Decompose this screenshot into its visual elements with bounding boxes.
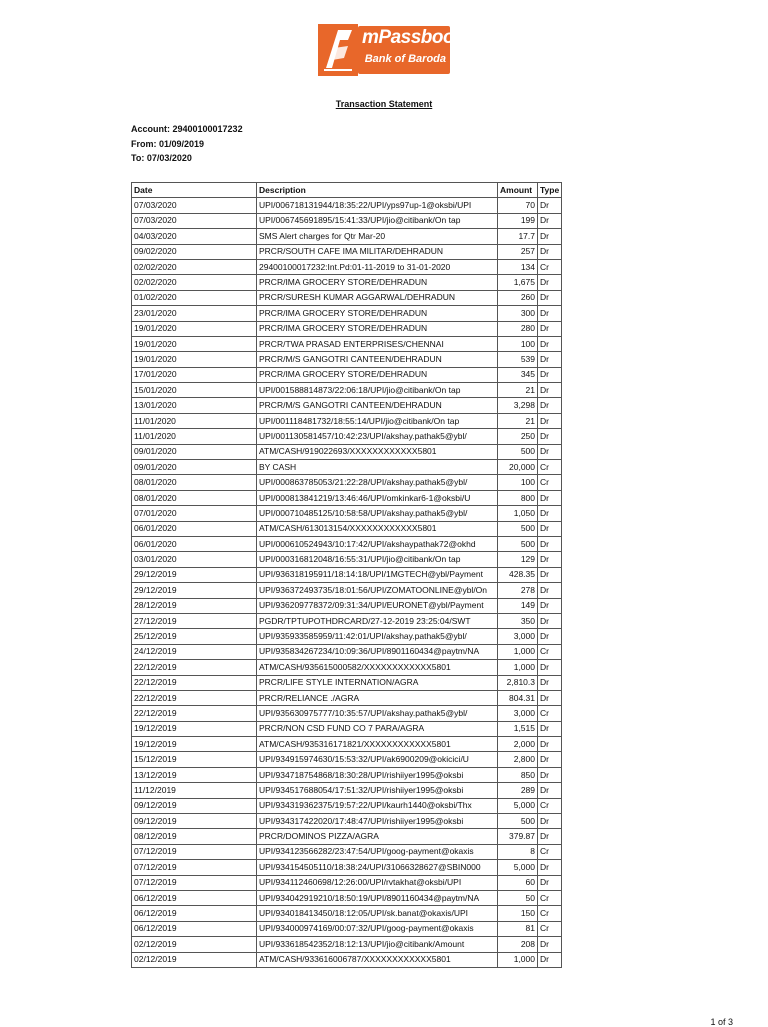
- cell-amount: 134: [498, 259, 538, 274]
- cell-type: Dr: [538, 583, 562, 598]
- bank-of-baroda-logo-icon: [318, 24, 358, 76]
- cell-description: UPI/935630975777/10:35:57/UPI/akshay.pathak5@ybl/: [257, 706, 498, 721]
- cell-description: PRCR/RELIANCE ./AGRA: [257, 690, 498, 705]
- cell-description: ATM/CASH/613013154/XXXXXXXXXXXX5801: [257, 521, 498, 536]
- cell-amount: 2,810.3: [498, 675, 538, 690]
- table-row: [132, 506, 562, 521]
- cell-amount: 21: [498, 383, 538, 398]
- table-row: [132, 844, 562, 859]
- cell-amount: 350: [498, 613, 538, 628]
- cell-type: Dr: [538, 198, 562, 213]
- column-header-type: Type: [538, 183, 562, 198]
- table-row: [132, 352, 562, 367]
- cell-amount: 20,000: [498, 460, 538, 475]
- table-row: [132, 814, 562, 829]
- cell-date: 11/12/2019: [132, 783, 257, 798]
- cell-type: Dr: [538, 506, 562, 521]
- table-row: [132, 675, 562, 690]
- table-row: [132, 521, 562, 536]
- cell-date: 09/01/2020: [132, 444, 257, 459]
- table-row: [132, 552, 562, 567]
- cell-description: UPI/934123566282/23:47:54/UPI/goog-payment@okaxis: [257, 844, 498, 859]
- cell-amount: 804.31: [498, 690, 538, 705]
- cell-description: UPI/936209778372/09:31:34/UPI/EURONET@ybl/Payment: [257, 598, 498, 613]
- table-row: [132, 429, 562, 444]
- cell-amount: 1,000: [498, 644, 538, 659]
- cell-description: PRCR/SURESH KUMAR AGGARWAL/DEHRADUN: [257, 290, 498, 305]
- cell-amount: 2,000: [498, 737, 538, 752]
- cell-type: Dr: [538, 567, 562, 582]
- cell-date: 13/01/2020: [132, 398, 257, 413]
- cell-type: Dr: [538, 767, 562, 782]
- cell-amount: 500: [498, 536, 538, 551]
- table-row: [132, 767, 562, 782]
- cell-description: UPI/934154505110/18:38:24/UPI/31066328627@SBIN000: [257, 860, 498, 875]
- cell-type: Dr: [538, 398, 562, 413]
- cell-date: 25/12/2019: [132, 629, 257, 644]
- table-row: [132, 798, 562, 813]
- cell-date: 15/12/2019: [132, 752, 257, 767]
- cell-type: Dr: [538, 737, 562, 752]
- cell-amount: 3,298: [498, 398, 538, 413]
- cell-date: 02/02/2020: [132, 275, 257, 290]
- transaction-table: [131, 182, 562, 968]
- cell-amount: 8: [498, 844, 538, 859]
- cell-type: Dr: [538, 336, 562, 351]
- table-row: [132, 952, 562, 967]
- cell-date: 19/01/2020: [132, 352, 257, 367]
- cell-amount: 379.87: [498, 829, 538, 844]
- table-row: [132, 706, 562, 721]
- table-row: [132, 306, 562, 321]
- cell-date: 22/12/2019: [132, 675, 257, 690]
- cell-date: 09/02/2020: [132, 244, 257, 259]
- cell-amount: 5,000: [498, 798, 538, 813]
- table-row: [132, 783, 562, 798]
- cell-description: ATM/CASH/933616006787/XXXXXXXXXXXX5801: [257, 952, 498, 967]
- statement-title: Transaction Statement: [335, 99, 433, 109]
- cell-description: UPI/933618542352/18:12:13/UPI/jio@citibank/Amount: [257, 937, 498, 952]
- cell-date: 06/12/2019: [132, 921, 257, 936]
- table-row: [132, 367, 562, 382]
- cell-description: PRCR/IMA GROCERY STORE/DEHRADUN: [257, 367, 498, 382]
- cell-date: 07/12/2019: [132, 860, 257, 875]
- cell-description: UPI/000610524943/10:17:42/UPI/akshaypathak72@okhd: [257, 536, 498, 551]
- cell-type: Dr: [538, 367, 562, 382]
- bank-name: Bank of Baroda: [364, 53, 446, 65]
- table-row: [132, 383, 562, 398]
- cell-description: PRCR/TWA PRASAD ENTERPRISES/CHENNAI: [257, 336, 498, 351]
- account-number: Account: 29400100017232: [131, 124, 243, 134]
- cell-amount: 21: [498, 413, 538, 428]
- table-row: [132, 290, 562, 305]
- account-info: [131, 122, 243, 166]
- cell-type: Dr: [538, 229, 562, 244]
- cell-date: 03/01/2020: [132, 552, 257, 567]
- cell-type: Dr: [538, 429, 562, 444]
- cell-amount: 3,000: [498, 706, 538, 721]
- table-row: [132, 690, 562, 705]
- cell-date: 07/01/2020: [132, 506, 257, 521]
- cell-date: 27/12/2019: [132, 613, 257, 628]
- cell-amount: 2,800: [498, 752, 538, 767]
- cell-type: Dr: [538, 660, 562, 675]
- cell-date: 13/12/2019: [132, 767, 257, 782]
- cell-date: 17/01/2020: [132, 367, 257, 382]
- cell-type: Cr: [538, 706, 562, 721]
- cell-type: Dr: [538, 290, 562, 305]
- cell-amount: 1,675: [498, 275, 538, 290]
- cell-amount: 500: [498, 444, 538, 459]
- table-row: [132, 660, 562, 675]
- cell-amount: 250: [498, 429, 538, 444]
- cell-amount: 150: [498, 906, 538, 921]
- table-row: [132, 229, 562, 244]
- cell-amount: 800: [498, 490, 538, 505]
- cell-amount: 500: [498, 814, 538, 829]
- cell-description: UPI/000863785053/21:22:28/UPI/akshay.pathak5@ybl/: [257, 475, 498, 490]
- from-date: From: 01/09/2019: [131, 138, 205, 149]
- cell-amount: 60: [498, 875, 538, 890]
- cell-date: 09/12/2019: [132, 798, 257, 813]
- table-row: [132, 890, 562, 905]
- cell-type: Dr: [538, 937, 562, 952]
- cell-type: Dr: [538, 444, 562, 459]
- cell-type: Dr: [538, 490, 562, 505]
- cell-description: SMS Alert charges for Qtr Mar-20: [257, 229, 498, 244]
- table-header-row: [132, 183, 562, 198]
- table-row: [132, 536, 562, 551]
- cell-description: UPI/001130581457/10:42:23/UPI/akshay.pathak5@ybl/: [257, 429, 498, 444]
- cell-amount: 100: [498, 475, 538, 490]
- table-row: [132, 613, 562, 628]
- cell-date: 06/12/2019: [132, 890, 257, 905]
- cell-description: UPI/936372493735/18:01:56/UPI/ZOMATOONLINE@ybl/On: [257, 583, 498, 598]
- cell-type: Dr: [538, 383, 562, 398]
- cell-type: Dr: [538, 321, 562, 336]
- cell-amount: 1,000: [498, 952, 538, 967]
- cell-description: UPI/934915974630/15:53:32/UPI/ak6900209@okicici/U: [257, 752, 498, 767]
- cell-type: Dr: [538, 952, 562, 967]
- logo-wordmark: [358, 26, 465, 74]
- transaction-rows: [132, 198, 562, 968]
- cell-description: PRCR/SOUTH CAFE IMA MILITAR/DEHRADUN: [257, 244, 498, 259]
- cell-amount: 1,000: [498, 660, 538, 675]
- cell-type: Dr: [538, 829, 562, 844]
- cell-type: Dr: [538, 613, 562, 628]
- cell-amount: 500: [498, 521, 538, 536]
- cell-description: UPI/934042919210/18:50:19/UPI/8901160434@paytm/NA: [257, 890, 498, 905]
- cell-description: ATM/CASH/935615000582/XXXXXXXXXXXX5801: [257, 660, 498, 675]
- cell-date: 11/01/2020: [132, 413, 257, 428]
- cell-type: Dr: [538, 598, 562, 613]
- cell-description: UPI/935933585959/11:42:01/UPI/akshay.pathak5@ybl/: [257, 629, 498, 644]
- cell-amount: 100: [498, 336, 538, 351]
- cell-date: 06/12/2019: [132, 906, 257, 921]
- column-header-amount: Amount: [498, 183, 538, 198]
- cell-type: Dr: [538, 814, 562, 829]
- cell-description: PGDR/TPTUPOTHDRCARD/27-12-2019 23:25:04/SWT: [257, 613, 498, 628]
- cell-date: 07/12/2019: [132, 875, 257, 890]
- cell-type: Cr: [538, 906, 562, 921]
- cell-description: UPI/000813841219/13:46:46/UPI/omkinkar6-1@oksbi/U: [257, 490, 498, 505]
- cell-type: Dr: [538, 783, 562, 798]
- cell-date: 07/12/2019: [132, 844, 257, 859]
- cell-type: Dr: [538, 521, 562, 536]
- cell-amount: 260: [498, 290, 538, 305]
- cell-description: UPI/006745691895/15:41:33/UPI/jio@citibank/On tap: [257, 213, 498, 228]
- cell-amount: 5,000: [498, 860, 538, 875]
- cell-description: UPI/006718131944/18:35:22/UPI/yps97up-1@oksbi/UPI: [257, 198, 498, 213]
- cell-description: UPI/934319362375/19:57:22/UPI/kaurh1440@oksbi/Thx: [257, 798, 498, 813]
- cell-date: 02/02/2020: [132, 259, 257, 274]
- table-row: [132, 398, 562, 413]
- cell-date: 06/01/2020: [132, 521, 257, 536]
- table-row: [132, 460, 562, 475]
- cell-description: UPI/935834267234/10:09:36/UPI/8901160434@paytm/NA: [257, 644, 498, 659]
- cell-type: Dr: [538, 213, 562, 228]
- table-row: [132, 444, 562, 459]
- cell-amount: 199: [498, 213, 538, 228]
- cell-type: Cr: [538, 259, 562, 274]
- cell-description: UPI/934000974169/00:07:32/UPI/goog-payment@okaxis: [257, 921, 498, 936]
- table-row: [132, 906, 562, 921]
- cell-type: Dr: [538, 275, 562, 290]
- cell-amount: 345: [498, 367, 538, 382]
- table-row: [132, 921, 562, 936]
- cell-amount: 129: [498, 552, 538, 567]
- cell-type: Dr: [538, 721, 562, 736]
- cell-date: 19/01/2020: [132, 336, 257, 351]
- cell-type: Dr: [538, 675, 562, 690]
- cell-description: PRCR/M/S GANGOTRI CANTEEN/DEHRADUN: [257, 352, 498, 367]
- table-row: [132, 413, 562, 428]
- cell-description: BY CASH: [257, 460, 498, 475]
- cell-description: PRCR/NON CSD FUND CO 7 PARA/AGRA: [257, 721, 498, 736]
- cell-description: UPI/934317422020/17:48:47/UPI/rishiiyer1995@oksbi: [257, 814, 498, 829]
- cell-type: Cr: [538, 921, 562, 936]
- cell-date: 09/12/2019: [132, 814, 257, 829]
- cell-amount: 539: [498, 352, 538, 367]
- cell-description: PRCR/DOMINOS PIZZA/AGRA: [257, 829, 498, 844]
- bank-logo: [318, 22, 465, 78]
- table-row: [132, 275, 562, 290]
- cell-amount: 3,000: [498, 629, 538, 644]
- cell-date: 22/12/2019: [132, 660, 257, 675]
- cell-amount: 300: [498, 306, 538, 321]
- cell-date: 24/12/2019: [132, 644, 257, 659]
- table-row: [132, 737, 562, 752]
- cell-description: PRCR/IMA GROCERY STORE/DEHRADUN: [257, 306, 498, 321]
- cell-description: UPI/934517688054/17:51:32/UPI/rishiiyer1995@oksbi: [257, 783, 498, 798]
- cell-description: UPI/001588814873/22:06:18/UPI/jio@citibank/On tap: [257, 383, 498, 398]
- cell-type: Cr: [538, 460, 562, 475]
- cell-type: Dr: [538, 552, 562, 567]
- cell-amount: 17.7: [498, 229, 538, 244]
- cell-type: Dr: [538, 875, 562, 890]
- cell-description: UPI/000710485125/10:58:58/UPI/akshay.pathak5@ybl/: [257, 506, 498, 521]
- table-row: [132, 721, 562, 736]
- cell-amount: 1,050: [498, 506, 538, 521]
- cell-amount: 278: [498, 583, 538, 598]
- cell-type: Dr: [538, 629, 562, 644]
- cell-type: Dr: [538, 413, 562, 428]
- cell-date: 07/03/2020: [132, 213, 257, 228]
- table-row: [132, 259, 562, 274]
- cell-description: UPI/000316812048/16:55:31/UPI/jio@citibank/On tap: [257, 552, 498, 567]
- cell-description: UPI/934018413450/18:12:05/UPI/sk.banat@okaxis/UPI: [257, 906, 498, 921]
- cell-date: 22/12/2019: [132, 690, 257, 705]
- table-row: [132, 598, 562, 613]
- cell-amount: 149: [498, 598, 538, 613]
- cell-type: Dr: [538, 690, 562, 705]
- app-name: mPassbook: [362, 27, 465, 48]
- cell-date: 29/12/2019: [132, 583, 257, 598]
- table-row: [132, 336, 562, 351]
- table-row: [132, 213, 562, 228]
- cell-amount: 1,515: [498, 721, 538, 736]
- cell-amount: 208: [498, 937, 538, 952]
- cell-amount: 50: [498, 890, 538, 905]
- table-row: [132, 567, 562, 582]
- cell-date: 06/01/2020: [132, 536, 257, 551]
- cell-type: Cr: [538, 644, 562, 659]
- cell-description: PRCR/LIFE STYLE INTERNATION/AGRA: [257, 675, 498, 690]
- table-row: [132, 937, 562, 952]
- cell-description: ATM/CASH/935316171821/XXXXXXXXXXXX5801: [257, 737, 498, 752]
- table-row: [132, 875, 562, 890]
- page-number: 1 of 3: [710, 1017, 733, 1027]
- table-row: [132, 860, 562, 875]
- cell-date: 02/12/2019: [132, 952, 257, 967]
- cell-date: 08/01/2020: [132, 475, 257, 490]
- table-row: [132, 644, 562, 659]
- table-row: [132, 321, 562, 336]
- cell-type: Cr: [538, 475, 562, 490]
- table-row: [132, 629, 562, 644]
- cell-date: 08/01/2020: [132, 490, 257, 505]
- column-header-date: Date: [132, 183, 257, 198]
- cell-date: 22/12/2019: [132, 706, 257, 721]
- table-row: [132, 198, 562, 213]
- cell-date: 08/12/2019: [132, 829, 257, 844]
- column-header-description: Description: [257, 183, 498, 198]
- cell-date: 19/01/2020: [132, 321, 257, 336]
- cell-description: 29400100017232:Int.Pd:01-11-2019 to 31-01-2020: [257, 259, 498, 274]
- cell-amount: 81: [498, 921, 538, 936]
- cell-date: 23/01/2020: [132, 306, 257, 321]
- cell-description: UPI/936318195911/18:14:18/UPI/1MGTECH@ybl/Payment: [257, 567, 498, 582]
- cell-description: PRCR/IMA GROCERY STORE/DEHRADUN: [257, 275, 498, 290]
- cell-type: Dr: [538, 752, 562, 767]
- cell-type: Dr: [538, 306, 562, 321]
- cell-date: 02/12/2019: [132, 937, 257, 952]
- cell-type: Cr: [538, 890, 562, 905]
- cell-description: ATM/CASH/919022693/XXXXXXXXXXXX5801: [257, 444, 498, 459]
- cell-amount: 280: [498, 321, 538, 336]
- cell-type: Cr: [538, 844, 562, 859]
- table-row: [132, 829, 562, 844]
- cell-amount: 428.35: [498, 567, 538, 582]
- cell-type: Cr: [538, 798, 562, 813]
- table-row: [132, 475, 562, 490]
- cell-description: UPI/934718754868/18:30:28/UPI/rishiiyer1995@oksbi: [257, 767, 498, 782]
- cell-description: PRCR/M/S GANGOTRI CANTEEN/DEHRADUN: [257, 398, 498, 413]
- cell-date: 19/12/2019: [132, 721, 257, 736]
- cell-date: 01/02/2020: [132, 290, 257, 305]
- cell-type: Dr: [538, 536, 562, 551]
- table-row: [132, 583, 562, 598]
- cell-description: PRCR/IMA GROCERY STORE/DEHRADUN: [257, 321, 498, 336]
- cell-type: Dr: [538, 352, 562, 367]
- cell-type: Dr: [538, 860, 562, 875]
- to-date: To: 07/03/2020: [131, 153, 192, 163]
- cell-amount: 289: [498, 783, 538, 798]
- cell-amount: 850: [498, 767, 538, 782]
- cell-amount: 70: [498, 198, 538, 213]
- table-row: [132, 244, 562, 259]
- cell-date: 15/01/2020: [132, 383, 257, 398]
- cell-date: 11/01/2020: [132, 429, 257, 444]
- table-row: [132, 490, 562, 505]
- table-row: [132, 752, 562, 767]
- cell-date: 19/12/2019: [132, 737, 257, 752]
- cell-date: 07/03/2020: [132, 198, 257, 213]
- cell-date: 29/12/2019: [132, 567, 257, 582]
- cell-description: UPI/934112460698/12:26:00/UPI/rvtakhat@oksbi/UPI: [257, 875, 498, 890]
- cell-date: 04/03/2020: [132, 229, 257, 244]
- cell-date: 09/01/2020: [132, 460, 257, 475]
- cell-amount: 257: [498, 244, 538, 259]
- cell-description: UPI/001118481732/18:55:14/UPI/jio@citibank/On tap: [257, 413, 498, 428]
- cell-date: 28/12/2019: [132, 598, 257, 613]
- cell-type: Dr: [538, 244, 562, 259]
